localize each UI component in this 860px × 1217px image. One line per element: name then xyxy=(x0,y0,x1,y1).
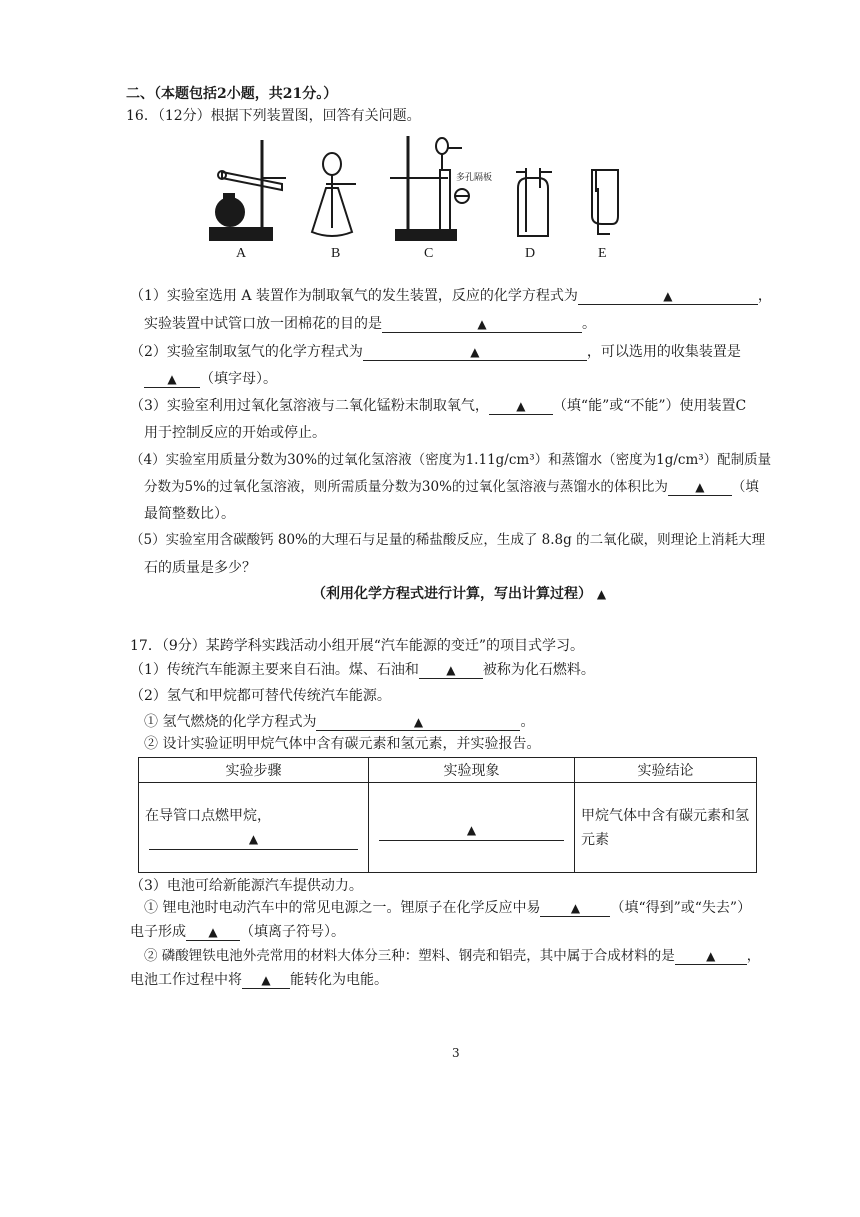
answer-triangle-mark: ▲ xyxy=(413,715,424,729)
table-cell-phenomenon xyxy=(369,783,575,873)
answer-triangle-mark: ▲ xyxy=(446,663,456,677)
q16-part5-line1: （5）实验室用含碳酸钙 80%的大理石与足量的稀盐酸反应，生成了 8.8g 的二氧化碳，则理论上消耗大理 xyxy=(130,532,766,548)
q17-part2-2: ② 设计实验证明甲烷气体中含有碳元素和氢元素，并实验报告。 xyxy=(144,736,541,752)
q17-synthetic-material-blank[interactable] xyxy=(675,948,747,965)
q16-part1-end: ， xyxy=(757,288,772,304)
answer-triangle-mark: ▲ xyxy=(706,949,716,963)
answer-triangle-mark[interactable]: ▲ xyxy=(596,587,607,601)
answer-triangle-mark: ▲ xyxy=(663,289,673,303)
answer-triangle-mark: ▲ xyxy=(466,823,477,837)
answer-triangle-mark: ▲ xyxy=(248,832,259,846)
q17-part2-1-text: ① 氢气燃烧的化学方程式为 xyxy=(144,714,317,730)
q17-part3-1b-text: 电子形成 xyxy=(130,924,186,940)
q17-part1-text: （1）传统汽车能源主要来自石油。煤、石油和 xyxy=(130,662,419,678)
table-cell-conclusion: 甲烷气体中含有碳元素和氢元素 xyxy=(575,783,757,873)
q17-part3-2b-end: 能转化为电能。 xyxy=(290,972,388,988)
answer-triangle-mark: ▲ xyxy=(470,345,480,359)
q17-part3-2-line2 xyxy=(130,970,388,990)
q16-part3-line1 xyxy=(130,396,746,416)
q17-ion-symbol-blank[interactable] xyxy=(186,924,240,941)
porous-plate-label: 多孔隔板 xyxy=(456,173,493,183)
q17-intro: 17．（9分）某跨学科实践活动小组开展“汽车能源的变迁”的项目式学习。 xyxy=(130,638,585,654)
table-header-conclusion: 实验结论 xyxy=(575,758,757,783)
q17-part3-2-text: ② 磷酸锂铁电池外壳常用的材料大体分三种：塑料、钢壳和铝壳，其中属于合成材料的是 xyxy=(144,948,675,964)
step-answer-blank[interactable] xyxy=(145,831,362,847)
answer-triangle-mark: ▲ xyxy=(477,317,487,331)
q17-part1 xyxy=(130,660,595,680)
q17-part3-2-line1 xyxy=(144,946,760,966)
section-heading: 二、（本题包括2小题，共21分。） xyxy=(126,86,338,102)
calc-note-text: （利用化学方程式进行计算，写出计算过程） xyxy=(312,586,592,602)
apparatus-e-drawing xyxy=(592,170,618,234)
figure-label-e: E xyxy=(598,246,607,261)
q17-energy-form-blank[interactable] xyxy=(242,972,290,989)
q16-part2-line2 xyxy=(144,369,277,389)
q16-part4-line3: 最简整数比）。 xyxy=(144,506,235,522)
table-header-phenomena: 实验现象 xyxy=(369,758,575,783)
q16-cotton-purpose-blank[interactable] xyxy=(382,316,582,333)
step-answer-line xyxy=(149,847,358,850)
q16-intro: 16．（12分）根据下列装置图，回答有关问题。 xyxy=(126,108,421,124)
q16-hydrogen-equation-blank[interactable] xyxy=(363,344,587,361)
step-text: 在导管口点燃甲烷， xyxy=(145,808,271,824)
q16-part1-text: （1）实验室选用 A 装置作为制取氧气的发生装置，反应的化学方程式为 xyxy=(130,288,578,304)
q17-part3-2-end: ， xyxy=(746,948,761,964)
q16-part3-end: （填“能”或“不能”）使用装置C xyxy=(552,398,747,414)
q16-part4-line2 xyxy=(144,477,759,497)
apparatus-c-drawing xyxy=(390,136,469,240)
q17-fossil-fuel-blank[interactable] xyxy=(419,662,483,679)
table-row xyxy=(139,783,757,873)
apparatus-figure xyxy=(200,128,640,268)
q17-part2-1-end: 。 xyxy=(520,714,535,730)
q17-part3-1-line1 xyxy=(144,898,751,918)
q16-part4-line1: （4）实验室用质量分数为30%的过氧化氢溶液（密度为1.11g/cm³）和蒸馏水（密度为1g/cm³）配制质量 xyxy=(130,452,772,468)
q16-part1b-end: 。 xyxy=(582,316,596,332)
q16-part3-text: （3）实验室利用过氧化氢溶液与二氧化锰粉末制取氧气， xyxy=(130,398,489,414)
answer-triangle-mark: ▲ xyxy=(516,399,526,413)
q17-part3-1-text: ① 锂电池时电动汽车中的常见电源之一。锂原子在化学反应中易 xyxy=(144,900,541,916)
phenomenon-answer-blank[interactable] xyxy=(375,822,568,838)
q17-part2-1 xyxy=(144,712,534,732)
apparatus-b-drawing xyxy=(312,153,356,236)
q16-part1-answer-blank[interactable] xyxy=(578,288,758,305)
figure-label-b: B xyxy=(331,246,341,261)
q17-part3-1-line2 xyxy=(130,922,345,942)
table-cell-step xyxy=(139,783,369,873)
q17-part3: （3）电池可给新能源汽车提供动力。 xyxy=(130,878,363,894)
q16-part1b-text: 实验装置中试管口放一团棉花的目的是 xyxy=(144,316,382,332)
q16-part5-line2: 石的质量是多少？ xyxy=(144,560,256,576)
q16-can-use-c-blank[interactable] xyxy=(489,398,553,415)
answer-triangle-mark: ▲ xyxy=(261,973,271,987)
answer-triangle-mark: ▲ xyxy=(695,480,705,494)
experiment-report-table xyxy=(138,757,757,873)
q16-part2-text: （2）实验室制取氢气的化学方程式为 xyxy=(130,344,363,360)
answer-triangle-mark: ▲ xyxy=(570,901,581,915)
figure-label-d: D xyxy=(525,246,536,261)
q16-part2-end: （填字母）。 xyxy=(200,371,277,387)
q16-part1-line1 xyxy=(130,286,772,306)
apparatus-a-drawing xyxy=(210,140,286,240)
figure-label-c: C xyxy=(424,246,434,261)
q17-part3-1b-end: （填离子符号）。 xyxy=(240,924,345,940)
page-number: 3 xyxy=(452,1046,460,1060)
q16-part2-mid: ，可以选用的收集装置是 xyxy=(586,344,741,360)
q17-gain-lose-blank[interactable] xyxy=(540,900,610,917)
q16-volume-ratio-blank[interactable] xyxy=(668,479,732,496)
q16-part1-line2 xyxy=(144,314,596,334)
q17-hydrogen-combustion-blank[interactable] xyxy=(316,714,520,731)
phenomenon-answer-line xyxy=(379,838,564,841)
figure-label-a: A xyxy=(236,246,247,261)
q16-part4-text: 分数为5%的过氧化氢溶液，则所需质量分数为30%的过氧化氢溶液与蒸馏水的体积比为 xyxy=(144,479,668,495)
q16-calc-note xyxy=(312,584,606,604)
q17-part3-1-end: （填“得到”或“失去”） xyxy=(610,900,752,916)
answer-triangle-mark: ▲ xyxy=(167,372,177,386)
q17-part3-2b-text: 电池工作过程中将 xyxy=(130,972,242,988)
q17-part1-end: 被称为化石燃料。 xyxy=(482,662,595,678)
q16-part4-end: （填 xyxy=(731,479,759,495)
table-header-row xyxy=(139,758,757,783)
apparatus-d-drawing xyxy=(516,168,552,236)
q16-part3-line2: 用于控制反应的开始或停止。 xyxy=(144,425,326,441)
table-header-steps: 实验步骤 xyxy=(139,758,369,783)
q16-collection-device-blank[interactable] xyxy=(144,371,200,388)
q17-part2: （2）氢气和甲烷都可替代传统汽车能源。 xyxy=(130,688,391,704)
answer-triangle-mark: ▲ xyxy=(208,925,218,939)
q16-part2-line1 xyxy=(130,342,741,362)
